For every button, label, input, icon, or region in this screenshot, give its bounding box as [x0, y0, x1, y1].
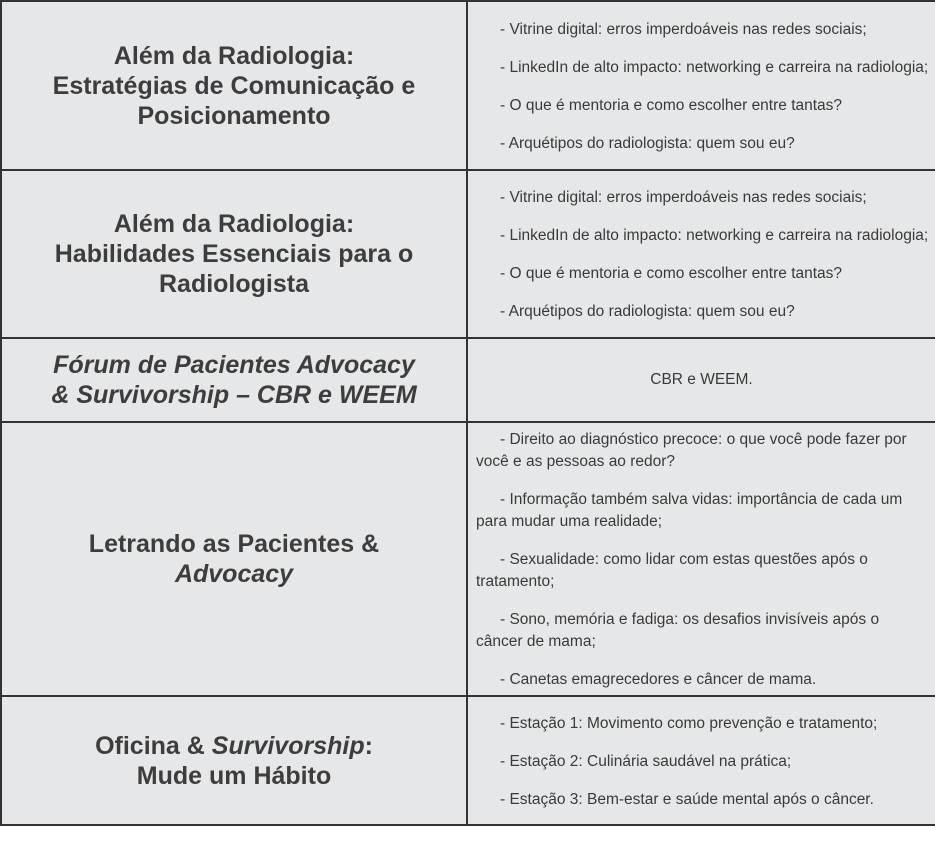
- title-line: Letrando as Pacientes &: [88, 530, 380, 558]
- session-topics-cell: [467, 696, 935, 825]
- topic-item: - Estação 3: Bem-estar e saúde mental após o câncer.: [500, 790, 874, 808]
- session-title-cell: [1, 696, 467, 825]
- title-segment: :: [364, 731, 373, 760]
- session-title: [2, 529, 466, 589]
- title-line: Além da Radiologia:: [113, 210, 355, 238]
- session-topics-cell: [467, 1, 935, 170]
- title-segment: Survivorship: [211, 731, 365, 760]
- topic-item: - Vitrine digital: erros imperdoáveis nas redes sociais;: [500, 189, 867, 206]
- topic-item: - Arquétipos do radiologista: quem sou eu?: [500, 134, 795, 152]
- topic-list: [468, 13, 935, 159]
- title-line: Radiologista: [158, 270, 309, 298]
- topic-item: - Sono, memória e fadiga: os desafios invisíveis após o câncer de mama;: [476, 611, 880, 650]
- session-title: [2, 209, 466, 299]
- topic-item: - Vitrine digital: erros imperdoáveis nas redes sociais;: [500, 20, 867, 38]
- table-row: [1, 170, 935, 338]
- title-line: Advocacy: [174, 560, 294, 588]
- session-title-cell: [1, 1, 467, 170]
- session-topics-cell: [467, 338, 935, 422]
- title-line: Estratégias de Comunicação e: [52, 71, 416, 100]
- topic-item: - Sexualidade: como lidar com estas questões após o tratamento;: [476, 551, 868, 590]
- topic-item: - O que é mentoria e como escolher entre tantas?: [500, 96, 843, 114]
- table-row: [1, 696, 935, 825]
- table-row: [1, 1, 935, 170]
- title-line: & Survivorship – CBR e WEEM: [51, 381, 417, 409]
- topic-item: - O que é mentoria e como escolher entre tantas?: [500, 265, 843, 282]
- session-title: [2, 41, 466, 131]
- title-line: Habilidades Essenciais para o: [54, 240, 414, 268]
- title-line: Posicionamento: [137, 101, 331, 130]
- title-segment: Oficina &: [95, 731, 212, 760]
- title-line: [16, 731, 452, 761]
- session-topics-cell: [467, 170, 935, 338]
- topic-item: - Arquétipos do radiologista: quem sou eu?: [500, 303, 795, 320]
- topic-item: - LinkedIn de alto impacto: networking e carreira na radiologia;: [500, 227, 929, 244]
- title-line: Mude um Hábito: [136, 761, 332, 790]
- table-row: [1, 338, 935, 422]
- session-topics-cell: [467, 422, 935, 696]
- topic-list: [468, 707, 935, 815]
- topic-item: - Estação 1: Movimento como prevenção e tratamento;: [500, 714, 878, 732]
- session-title: [2, 731, 466, 791]
- topic-item: - Canetas emagrecedores e câncer de mama.: [500, 671, 817, 688]
- session-title-cell: [1, 338, 467, 422]
- title-line: Além da Radiologia:: [113, 41, 355, 70]
- topic-item: - LinkedIn de alto impacto: networking e carreira na radiologia;: [500, 58, 929, 76]
- session-title-cell: [1, 422, 467, 696]
- topic-item: - Estação 2: Culinária saudável na prática;: [500, 752, 792, 770]
- session-description: CBR e WEEM.: [650, 371, 753, 388]
- table-row: [1, 422, 935, 696]
- session-title: [2, 350, 466, 410]
- topic-item: - Informação também salva vidas: importância de cada um para mudar uma realidade;: [476, 491, 903, 530]
- title-line: Fórum de Pacientes Advocacy: [53, 351, 415, 379]
- topic-item: - Direito ao diagnóstico precoce: o que você pode fazer por você e as pessoas ao redor?: [476, 431, 907, 470]
- topic-list: [468, 423, 935, 695]
- topic-list: [468, 181, 935, 327]
- session-title-cell: [1, 170, 467, 338]
